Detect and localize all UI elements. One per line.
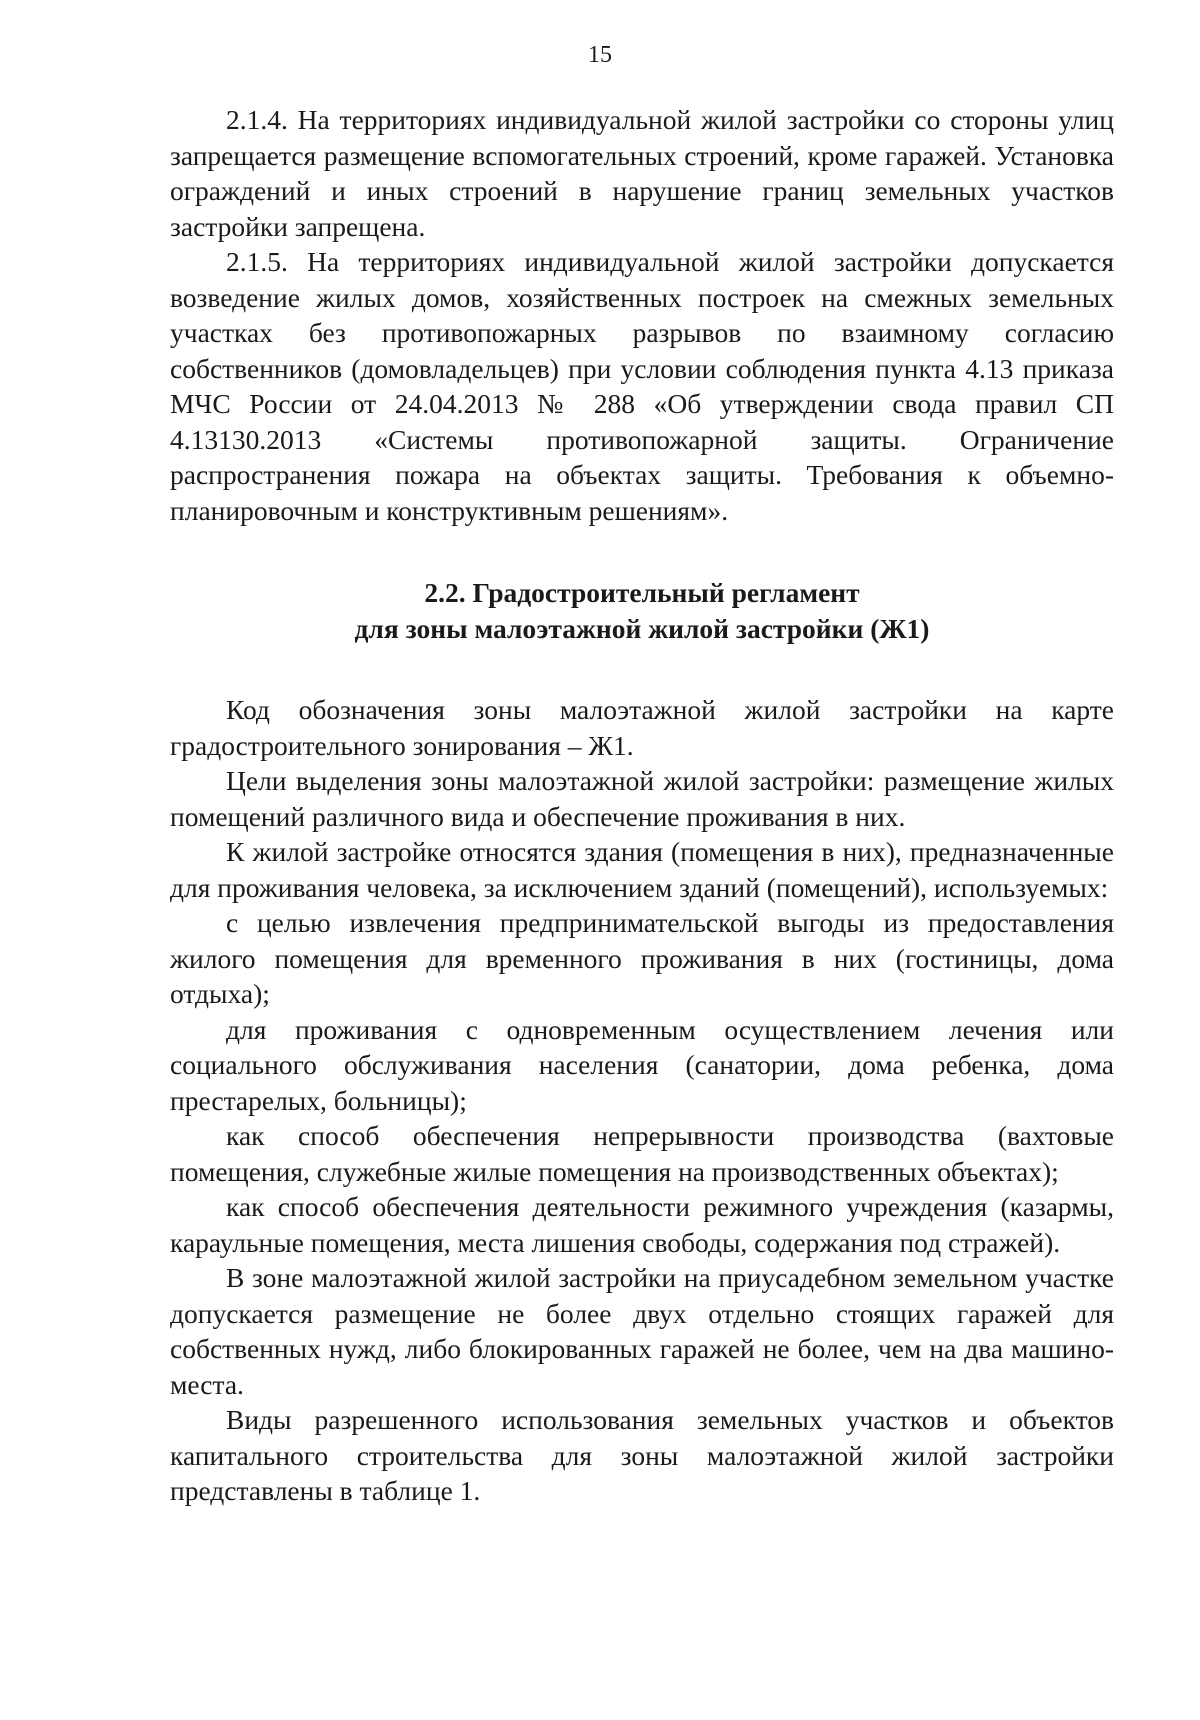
paragraph-exclusion-regime: как способ обеспечения деятельности режимного учреждения (казармы, караульные помещения, места лишения свободы, содержания под стражей).	[170, 1191, 1114, 1258]
spacer	[170, 647, 1114, 692]
paragraph-2-1-5: 2.1.5. На территориях индивидуальной жилой застройки допускается возведение жилых домов, хозяйственных построек на смежных земельных участках без противопожарных разрывов по взаимному согласию собственников (домовладельцев) при условии соблюдения пункта 4.13 приказа МЧС России от 24.04.2013 № 288 «Об утверждении свода правил СП 4.13130.2013 «Системы противопожарной защиты. Ограничение распространения пожара на объектах защиты. Требования к объемно-планировочным и конструктивным решениям».	[170, 246, 1114, 526]
section-heading	[170, 575, 1114, 647]
document-body	[170, 102, 1114, 1509]
paragraph-zone-code: Код обозначения зоны малоэтажной жилой застройки на карте градостроительного зонирования – Ж1.	[170, 694, 1114, 761]
section-heading-line-1: 2.2. Градостроительный регламент	[424, 577, 860, 608]
paragraph-table-reference: Виды разрешенного использования земельных участков и объектов капитального строительства для зоны малоэтажной жилой застройки представлены в таблице 1.	[170, 1404, 1114, 1506]
paragraph-2-1-4: 2.1.4. На территориях индивидуальной жилой застройки со стороны улиц запрещается размещение вспомогательных строений, кроме гаражей. Установка ограждений и иных строений в нарушение границ земельных участков застройки запрещена.	[170, 104, 1114, 242]
section-heading-line-2: для зоны малоэтажной жилой застройки (Ж1)	[354, 613, 930, 644]
paragraph-garages: В зоне малоэтажной жилой застройки на приусадебном земельном участке допускается размещение не более двух отдельно стоящих гаражей для собственных нужд, либо блокированных гаражей не более, чем на два машино-места.	[170, 1262, 1114, 1400]
paragraph-exclusion-production: как способ обеспечения непрерывности производства (вахтовые помещения, служебные жилые помещения на производственных объектах);	[170, 1120, 1114, 1187]
paragraph-zone-goals: Цели выделения зоны малоэтажной жилой застройки: размещение жилых помещений различного вида и обеспечение проживания в них.	[170, 765, 1114, 832]
paragraph-residential-definition: К жилой застройке относятся здания (помещения в них), предназначенные для проживания человека, за исключением зданий (помещений), используемых:	[170, 836, 1114, 903]
page-number: 15	[588, 42, 612, 68]
paragraph-exclusion-medical: для проживания с одновременным осуществлением лечения или социального обслуживания населения (санатории, дома ребенка, дома престарелых, больницы);	[170, 1013, 1114, 1116]
paragraph-exclusion-commercial: с целью извлечения предпринимательской выгоды из предоставления жилого помещения для временного проживания в них (гостиницы, дома отдыха);	[170, 907, 1114, 1009]
